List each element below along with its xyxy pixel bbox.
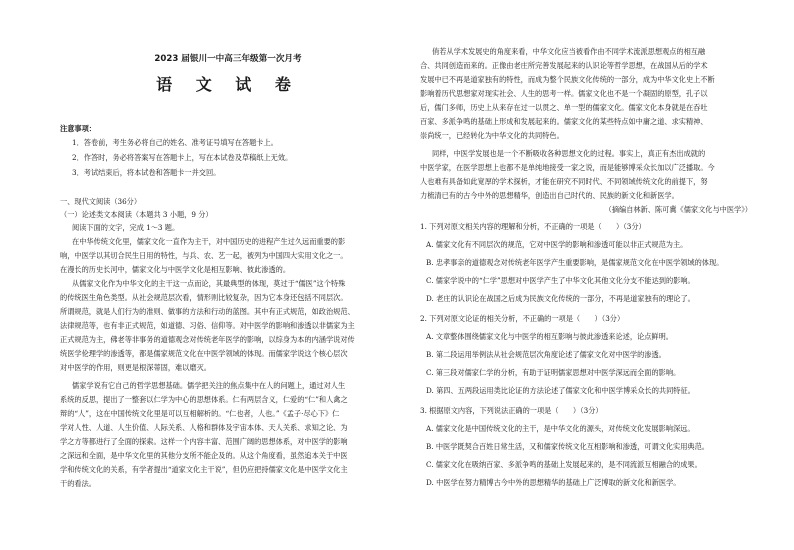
- question-option: A. 儒家文化是中国传统文化的主干，是中华文化的源头，对传统文化发展影响深远。: [426, 424, 695, 433]
- passage-line: 学对人性、人道、人生价值、人际关系、人格和群体及宇宙本体、天人关系、求知之论、为: [60, 423, 348, 432]
- question-option: C. 儒家文化在吸纳百家、多派争鸣的基础上发展起来的，是不同流派互相融合的成果。: [426, 460, 702, 469]
- instruction: 阅读下面的文字，完成 1～3 题。: [72, 223, 180, 232]
- question-option: B. 第二段运用举例法从社会规范层次角度论述了儒家文化对中医学的渗透。: [426, 350, 666, 359]
- passage-line: 之深远和全面，是中华文化里的其他分支所不能企及的。从这个角度看，虽然追本关于中医: [60, 451, 348, 460]
- question-option: D. 第四、五两段运用类比论证的方法论述了儒家文化和中医学博采众长的共同特征。: [426, 386, 695, 395]
- question-option: A. 儒家文化有不同层次的规范，它对中医学的影响和渗透可能以非正式规范为主。: [426, 240, 688, 249]
- passage-line: 俏若从学术发展史的角度来看，中华文化应当被看作由不同学术流派思想观点的相互融: [432, 47, 706, 56]
- note-item: 1．答卷前，考生务必将自己的姓名、准考证号填写在答题卡上。: [72, 138, 278, 147]
- question-option: D. 老庄的认识论在战国之后成为民族文化传统的一部分，不再是道家独有的理论了。: [426, 294, 695, 303]
- passage-line: 中医学家，在医学思想上也都不是单纯地接受一家之说，而是能够博采众长加以广泛播取。今: [420, 163, 715, 172]
- note-item: 2．作答时，务必将答案写在答题卡上，写在本试卷及草稿纸上无效。: [72, 153, 293, 162]
- notes-heading: 注意事项：: [60, 124, 96, 133]
- sub-heading: （一）论述类文本阅读（本题共 3 小题，9 分）: [60, 210, 213, 219]
- passage-line: 学之方等都进行了全面的探索。这样一个内容丰富、范围广阔的思想体系，对中医学的影响: [60, 437, 348, 446]
- passage-line: 力梳清已有的古今中外的思想精华，创造出自己时代的、民族的新文化和新医学。: [420, 191, 679, 200]
- passage-line: 儒家学说有它自己的哲学思想基础。儒学把关注的焦点集中在人的问题上，通过对人生: [72, 381, 346, 390]
- passage-line: 从儒家文化作为中华文化的主干这一点而论，其最典型的体现，莫过于“儒医”这个特殊: [72, 279, 346, 288]
- passage-line: 在漫长的历史长河中，儒家文化与中医学文化是相互影响、彼此渗透的。: [60, 265, 291, 274]
- passage-line: 影响着历代思想家对现实社会、人生的思考一样。儒家文化也不是一个凝固的原型，孔子以: [420, 89, 708, 98]
- question-option: C. 第三段对儒家仁学的分析，有助于证明儒家思想对中医学深远而全面的影响。: [426, 368, 681, 377]
- question-option: D. 中医学在努力精博古今中外的思想精华的基础上广泛博取的新文化和新医学。: [426, 478, 681, 487]
- question-option: A. 文章整体围绕儒家文化与中医学的相互影响与彼此渗透来论述，论点鲜明。: [426, 332, 673, 341]
- passage-line: 后，儒门多师，历史上从来存在过一以贯之、单一型的儒家文化。儒家文化本身就是在吞吐: [420, 103, 708, 112]
- passage-line: 干的看法。: [60, 479, 96, 488]
- passage-line: 统医学伦理学的渗透等，都是儒家规范文化在中医学领域的体现。而儒家学说这个核心层次: [60, 349, 348, 358]
- passage-line: 的传统医生角色类型。从社会规范层次看，情形则比较复杂，因为它本身还包括不同层次。: [60, 293, 348, 302]
- passage-line: 对中医学的作用，则更是根深蒂固，难以磨灭。: [60, 363, 211, 372]
- passage-line: 法律规范等，也有非正式规范，如道德、习俗、信仰等。对中医学的影响和渗透以非儒家为主: [60, 321, 355, 330]
- note-item: 3．考试结束后，将本试卷和答题卡一并交回。: [72, 168, 221, 177]
- passage-line: 人也难有具备如此宽厚的学术探析，才能在研究不同时代、不同领域传统文化的前提下，努: [420, 177, 708, 186]
- passage-line: 合、共同创造而来的。正像由老庄所完善发展起来的认识论等哲学思想，在战国从后的学术: [420, 61, 708, 70]
- passage-line: 在中华传统文化里，儒家文化一直作为主干，对中国历史的进程产生过久远而重要的影: [72, 237, 346, 246]
- question-stem: 2. 下列对原文论证的相关分析，不正确的一项是（ ）（3分）: [420, 314, 625, 323]
- paper-title: 语 文 试 卷: [156, 75, 300, 94]
- question-stem: 1. 下列对原文相关内容的理解和分析，不正确的一项是（ ）（3分）: [420, 222, 646, 231]
- passage-line: 系统的反思，提出了一整套以仁学为中心的思想体系。仁有两层含义，仁爱的“仁”和人禽之: [60, 395, 348, 404]
- passage-line: 同样，中医学发展也是一个不断吸收各种思想文化的过程。事实上，真正有杰出成就的: [432, 149, 706, 158]
- question-option: B. 忠孝事亲的道德观念对传统老年医学产生重要影响，是儒家规范文化在中医学领域的体现。: [426, 258, 724, 267]
- question-stem: 3. 根据原文内容，下列说法正确的一项是（ ）（3分）: [420, 406, 603, 415]
- passage-line: 所谓规范，就是人们行为的准则、做事的方法和行动的蓝图。其中有正式规范，如政治规范、: [60, 307, 355, 316]
- section-heading: 一、现代文阅读（36分）: [60, 197, 142, 206]
- passage-line: 崇尚统一，已经转化为中华文化的共同特色。: [420, 131, 564, 140]
- passage-line: 学和传统文化的关系，有学者提出“道家文化主干说”，但仍应把持儒家文化是中医学文化主: [60, 465, 348, 474]
- question-option: C. 儒家学说中的“仁学”思想对中医学产生了中华文化其他文化分支不能达到的影响。: [426, 276, 695, 285]
- passage-line: 发展中已不再是道家独有的特性，而成为整个民族文化传统的一部分，成为中华文化史上不断: [420, 75, 715, 84]
- passage-line: 百家、多派争鸣的基础上形成和发展起来的。儒家文化的某些特点如中庸之道、求实精神、: [420, 117, 708, 126]
- question-option: B. 中医学既契合百姓日常生活，又和儒家传统文化互相影响和渗透，可谓文化实用典范。: [426, 442, 709, 451]
- exam-title: 2023 届银川一中高三年级第一次月考: [154, 54, 302, 64]
- passage-line: 辩的“人”，这在中国传统文化里是可以互相解析的。“仁也者，人也。”《孟子·尽心下》仁: [60, 409, 340, 418]
- passage-line: 正式规范为主，佛老等非事务的道德观念对传统老年医学的影响，以综身为本的内涵学说对传: [60, 335, 355, 344]
- passage-line: 响，中医学以其切合民生日用的特性，与兵、农、艺一起，被列为中国四大实用文化之一。: [60, 251, 348, 260]
- passage-source: （摘编自林新、陈可冀《儒家文化与中医学》）: [604, 205, 752, 214]
